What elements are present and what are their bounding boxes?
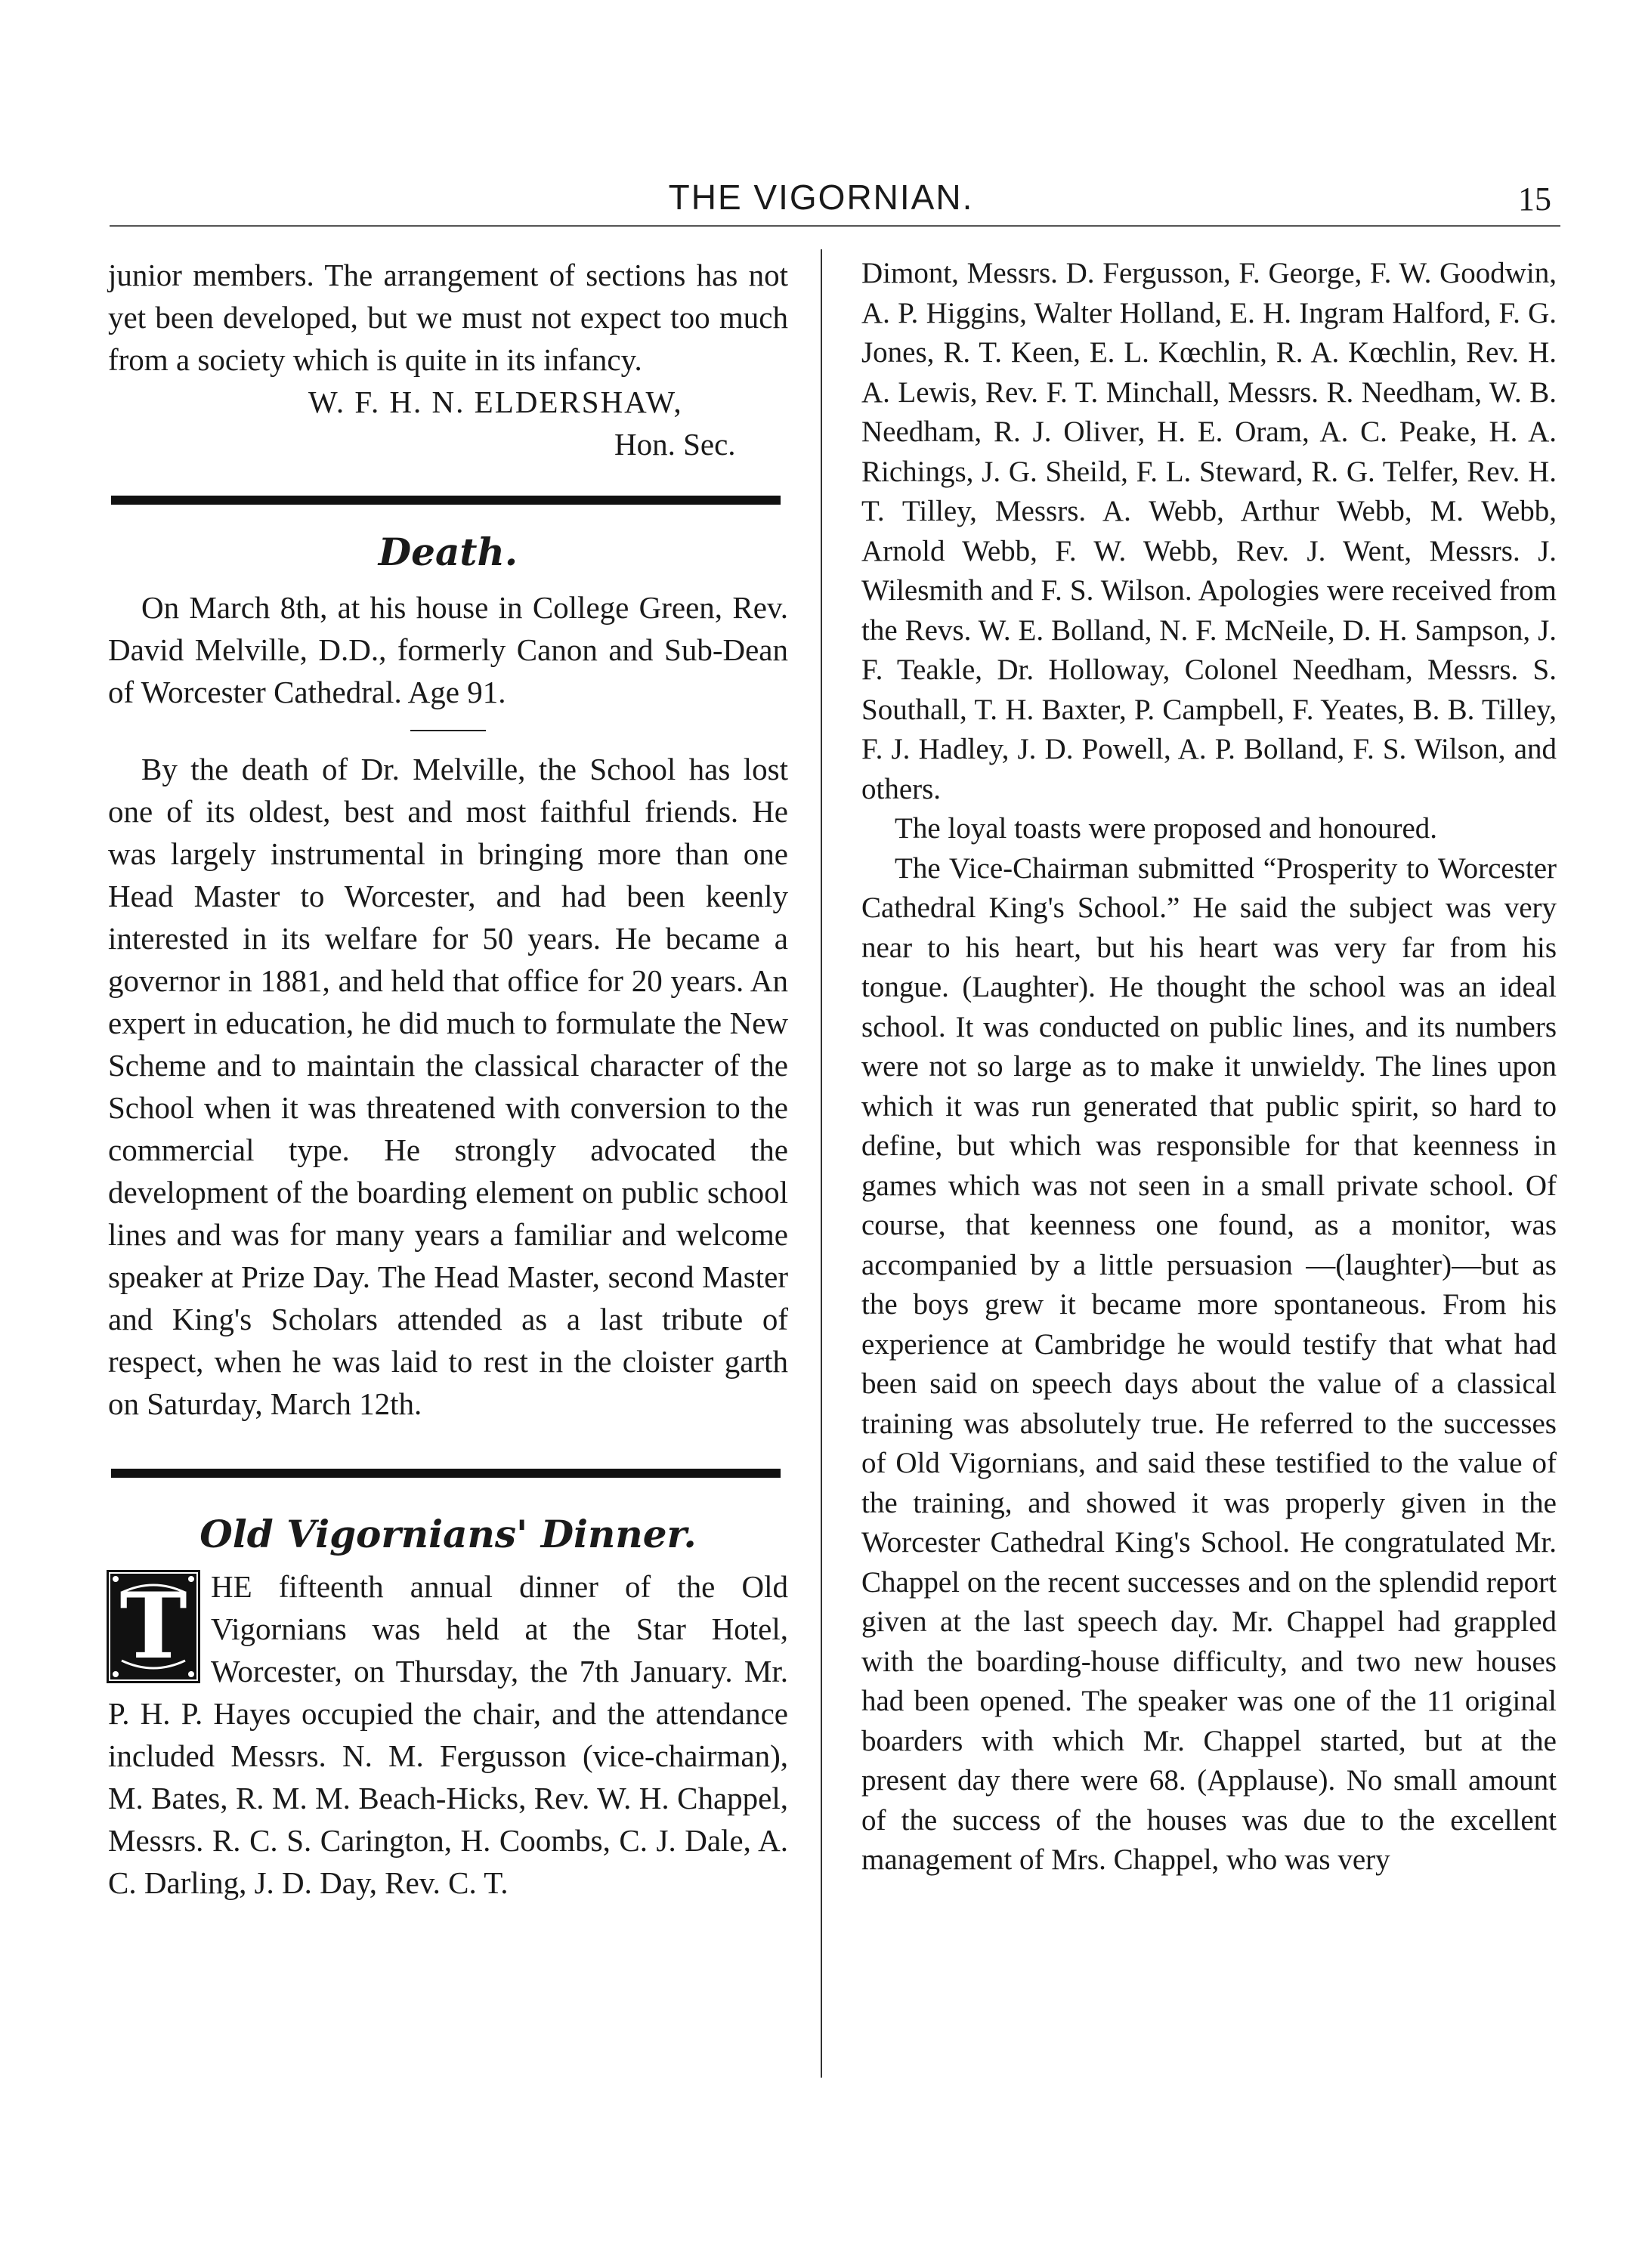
page-number: 15 — [1518, 181, 1551, 218]
section-rule — [111, 496, 781, 505]
death-notice: On March 8th, at his house in College Green, Rev. David Melville, D.D., formerly Canon and Sub-Dean of Worcester Cathedral. Age 91. — [108, 590, 788, 709]
left-column — [108, 254, 788, 1904]
death-heading: Death. — [378, 530, 518, 574]
running-head — [0, 177, 1642, 222]
intro-paragraph: junior members. The arrangement of sections has not yet been developed, but we must not expect too much from a society which is quite in its infancy. — [108, 258, 788, 377]
right-column — [861, 254, 1557, 1880]
attendance-continued: Dimont, Messrs. D. Fergusson, F. George, F. W. Goodwin, A. P. Higgins, Walter Holland, E. H. Ingram Halford, F. G. Jones, R. T. Keen, E. L. Kœchlin, R. A. Kœchlin, Rev. H. A. Lewis, Rev. F. T. Minchall, Messrs. R. Needham, W. B. Needham, R. J. Oliver, H. E. Oram, A. C. Peake, H. A. Richings, J. G. Sheild, F. L. Steward, R. G. Telfer, Rev. H. T. Tilley, Messrs. A. Webb, Arthur Webb, M. Webb, Arnold Webb, F. W. Webb, Rev. J. Went, Messrs. J. Wilesmith and F. S. Wilson. Apologies were received from the Revs. W. E. Bolland, N. F. McNeile, D. H. Sampson, J. F. Teakle, Dr. Holloway, Colonel Needham, Messrs. S. Southall, T. H. Baxter, P. Campbell, F. Yeates, B. B. Tilley, F. J. Hadley, J. D. Powell, A. P. Bolland, F. S. Wilson, and others. — [861, 257, 1557, 805]
ornamental-dropcap — [107, 1570, 200, 1683]
section-rule — [111, 1469, 781, 1478]
dropcap-letter: T — [119, 1573, 187, 1679]
header-rule — [110, 225, 1560, 227]
obituary-paragraph: By the death of Dr. Melville, the School has lost one of its oldest, best and most faithful friends. He was largely instrumental in bringing more than one Head Master to Worcester, and had been keenly interested in its welfare for 50 years. He became a governor in 1881, and held that office for 20 years. An expert in education, he did much to formulate the New Scheme and to maintain the classical character of the School when it was threatened with conversion to the commercial type. He strongly advocated the development of the boarding element on public school lines and was for many years a familiar and welcome speaker at Prize Day. The Head Master, second Master and King's Scholars attended as a last tribute of respect, when he was laid to rest in the cloister garth on Saturday, March 12th. — [108, 752, 788, 1421]
signature-title: Hon. Sec. — [614, 427, 736, 462]
running-title: THE VIGORNIAN. — [668, 178, 974, 217]
loyal-toasts-paragraph: The loyal toasts were proposed and honoured. — [895, 812, 1438, 845]
dinner-paragraph: HE fifteenth annual dinner of the Old Vigornians was held at the Star Hotel, Worcester, on Thursday, the 7th January. Mr. P. H. P. Hayes occupied the chair, and the attendance included Messrs. N. M. Fergusson (vice-chairman), M. Bates, R. M. M. Beach-Hicks, Rev. W. H. Chappel, Messrs. R. C. S. Carington, H. Coombs, C. J. Dale, A. C. Darling, J. D. Day, Rev. C. T. — [108, 1569, 788, 1900]
dinner-article — [108, 1565, 788, 1904]
column-divider — [821, 249, 822, 2078]
dinner-heading: Old Vigornians' Dinner. — [199, 1512, 697, 1556]
vice-chairman-speech: The Vice-Chairman submitted “Prosperity to Worcester Cathedral King's School.” He said the subject was very near to his heart, but his heart was very far from his tongue. (Laughter). He thought the school was an ideal school. It was conducted on public lines, and its numbers were not so large as to make it unwieldy. The lines upon which it was run generated that public spirit, so hard to define, but which was responsible for that keenness in games which was not seen in a small private school. Of course, that keenness one found, as a monitor, was accompanied by a little persuasion —(laughter)—but as the boys grew it became more spontaneous. From his experience at Cambridge he would testify that what had been said on speech days about the value of a classical training was absolutely true. He referred to the successes of Old Vigornians, and said these testified to the value of the training, and showed it was properly given in the Worcester Cathedral King's School. He congratulated Mr. Chappel on the recent successes and on the splendid report given at the last speech day. Mr. Chappel had grappled with the boarding-house difficulty, and two new houses had been opened. The speaker was one of the 11 original boarders with which Mr. Chappel started, but at the present day there were 68. (Applause). No small amount of the success of the houses was due to the excellent management of Mrs. Chappel, who was very — [861, 851, 1557, 1876]
signature-name: W. F. H. N. ELDERSHAW, — [308, 385, 683, 419]
